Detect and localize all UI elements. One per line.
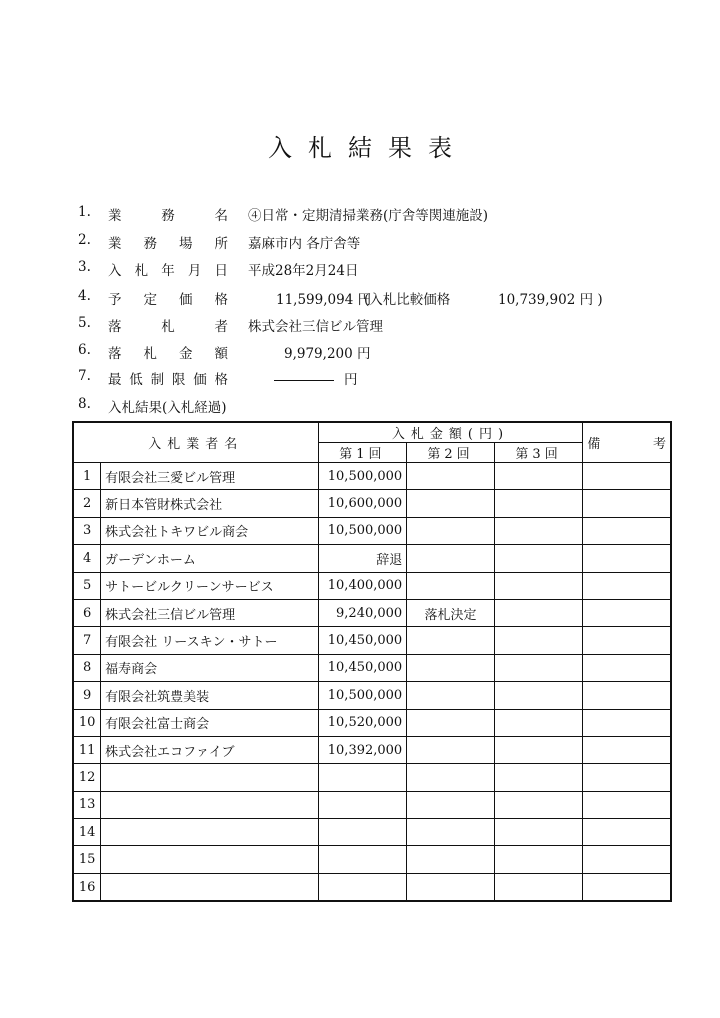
round-3-amount xyxy=(494,791,583,818)
bidder-name: 株式会社トキワビル商会 xyxy=(101,517,318,544)
note-cell xyxy=(583,490,671,517)
table-row xyxy=(73,709,671,736)
row-number: 3 xyxy=(73,517,101,544)
round-1-amount: 10,450,000 xyxy=(318,654,407,681)
row-number: 16 xyxy=(73,873,101,901)
header-note-char: 備 xyxy=(587,437,601,452)
info-value: 円 xyxy=(274,368,358,388)
round-2-amount xyxy=(407,654,495,681)
table-row xyxy=(73,545,671,572)
round-2-amount xyxy=(407,791,495,818)
header-note-label xyxy=(587,433,666,452)
row-number: 13 xyxy=(73,791,101,818)
table-row xyxy=(73,873,671,901)
header-bidder xyxy=(73,422,318,463)
info-label xyxy=(108,259,228,279)
round-1-amount xyxy=(318,791,407,818)
bid-results-table xyxy=(72,421,672,902)
round-2-amount xyxy=(407,682,495,709)
table-row xyxy=(73,599,671,626)
note-cell xyxy=(583,791,671,818)
row-number: 4 xyxy=(73,545,101,572)
table-row xyxy=(73,627,671,654)
note-cell xyxy=(583,545,671,572)
header-round-2: 第2回 xyxy=(407,443,495,463)
round-1-amount: 10,400,000 xyxy=(318,572,407,599)
bidder-name: ガーデンホーム xyxy=(101,545,318,572)
table-row xyxy=(73,736,671,763)
info-label-char: 所 xyxy=(214,236,228,252)
round-1-amount xyxy=(318,873,407,901)
info-label-char: 落 xyxy=(108,346,122,362)
row-number: 11 xyxy=(73,736,101,763)
info-value: 11,599,094 円 xyxy=(276,292,372,308)
row-number: 7 xyxy=(73,627,101,654)
info-label-char: 額 xyxy=(214,346,228,362)
round-2-amount xyxy=(407,819,495,846)
table-row xyxy=(73,654,671,681)
info-value: 9,979,200 円 xyxy=(284,346,371,362)
comparison-price-value: 10,739,902 円 ) xyxy=(498,292,603,308)
info-label-char: 年 xyxy=(161,263,175,279)
bidder-name: 有限会社富士商会 xyxy=(101,709,318,736)
info-label-char: 日 xyxy=(214,263,228,279)
info-label-char: 者 xyxy=(214,319,228,335)
note-cell xyxy=(583,463,671,490)
round-3-amount xyxy=(494,490,583,517)
row-number: 10 xyxy=(73,709,101,736)
info-label-char: 札 xyxy=(161,319,175,335)
info-label-char: 予 xyxy=(108,292,122,308)
dash-line xyxy=(274,380,334,381)
round-1-amount: 10,392,000 xyxy=(318,736,407,763)
info-label-char: 定 xyxy=(143,292,157,308)
row-number: 5 xyxy=(73,572,101,599)
table-row xyxy=(73,572,671,599)
info-label-char: 格 xyxy=(214,372,228,388)
info-label xyxy=(108,315,228,335)
round-3-amount xyxy=(494,599,583,626)
header-note-char: 考 xyxy=(652,437,666,452)
info-label-char: 限 xyxy=(171,372,186,388)
round-1-amount: 辞退 xyxy=(318,545,407,572)
table-row xyxy=(73,490,671,517)
info-label xyxy=(108,368,228,388)
row-number: 1 xyxy=(73,463,101,490)
row-number: 14 xyxy=(73,819,101,846)
round-2-amount xyxy=(407,846,495,873)
info-label-char: 制 xyxy=(150,372,165,388)
round-2-amount xyxy=(407,764,495,791)
header-round-1: 第1回 xyxy=(318,443,407,463)
round-3-amount xyxy=(494,463,583,490)
note-cell xyxy=(583,764,671,791)
header-amount-label: 入札金額(円) xyxy=(391,427,510,442)
round-2-amount xyxy=(407,627,495,654)
table-row xyxy=(73,463,671,490)
round-3-amount xyxy=(494,682,583,709)
round-3-amount xyxy=(494,545,583,572)
round-2-amount xyxy=(407,709,495,736)
info-number: 2. xyxy=(78,232,91,248)
info-label-char: 業 xyxy=(108,208,122,224)
bidder-name: 福寿商会 xyxy=(101,654,318,681)
note-cell xyxy=(583,819,671,846)
page-title: 入札結果表 xyxy=(268,134,468,162)
row-number: 6 xyxy=(73,599,101,626)
note-cell xyxy=(583,873,671,901)
info-label xyxy=(108,204,228,224)
info-value: 嘉麻市内 各庁舎等 xyxy=(248,236,361,252)
info-label-char: 金 xyxy=(179,346,193,362)
row-number: 8 xyxy=(73,654,101,681)
info-value: 株式会社三信ビル管理 xyxy=(248,319,383,335)
round-1-amount xyxy=(318,819,407,846)
comparison-price-label: (入札比較価格 xyxy=(364,292,451,308)
round-2-amount: 落札決定 xyxy=(407,599,495,626)
note-cell xyxy=(583,682,671,709)
info-label-char: 務 xyxy=(143,236,157,252)
round-2-amount xyxy=(407,873,495,901)
bidder-name xyxy=(101,873,318,901)
table-row xyxy=(73,791,671,818)
info-label-char: 価 xyxy=(179,292,193,308)
table-row xyxy=(73,517,671,544)
note-cell xyxy=(583,654,671,681)
table-row xyxy=(73,819,671,846)
round-3-amount xyxy=(494,764,583,791)
info-label-char: 場 xyxy=(179,236,193,252)
note-cell xyxy=(583,517,671,544)
note-cell xyxy=(583,846,671,873)
round-1-amount xyxy=(318,764,407,791)
info-number: 3. xyxy=(78,259,91,275)
round-2-amount xyxy=(407,545,495,572)
info-label-char: 価 xyxy=(193,372,207,388)
info-label-char: 名 xyxy=(214,208,228,224)
info-label-char: 低 xyxy=(129,372,143,388)
info-label-char: 月 xyxy=(187,263,202,279)
bidder-name: 有限会社三愛ビル管理 xyxy=(101,463,318,490)
round-3-amount xyxy=(494,819,583,846)
round-3-amount xyxy=(494,709,583,736)
round-2-amount xyxy=(407,517,495,544)
bidder-name: 株式会社三信ビル管理 xyxy=(101,599,318,626)
bidder-name xyxy=(101,846,318,873)
round-3-amount xyxy=(494,517,583,544)
note-cell xyxy=(583,736,671,763)
row-number: 2 xyxy=(73,490,101,517)
round-3-amount xyxy=(494,736,583,763)
info-label-char: 業 xyxy=(108,236,122,252)
bidder-name xyxy=(101,819,318,846)
round-2-amount xyxy=(407,736,495,763)
header-bidder-label: 入札業者名 xyxy=(148,437,244,452)
info-number: 4. xyxy=(78,288,91,304)
info-value: 平成28年2月24日 xyxy=(248,263,359,279)
header-amount xyxy=(318,422,583,443)
info-label-char: 札 xyxy=(134,263,149,279)
bidder-name xyxy=(101,791,318,818)
round-3-amount xyxy=(494,846,583,873)
info-label xyxy=(108,232,228,252)
info-value: ④日常・定期清掃業務(庁舎等関連施設) xyxy=(248,208,489,224)
note-cell xyxy=(583,709,671,736)
round-3-amount xyxy=(494,873,583,901)
bidder-name: 有限会社 リースキン・サトー xyxy=(101,627,318,654)
table-row xyxy=(73,764,671,791)
note-cell xyxy=(583,572,671,599)
info-label-char: 務 xyxy=(161,208,175,224)
round-1-amount: 10,520,000 xyxy=(318,709,407,736)
round-1-amount: 10,600,000 xyxy=(318,490,407,517)
bidder-name: 株式会社エコファイブ xyxy=(101,736,318,763)
info-number: 6. xyxy=(78,342,91,358)
row-number: 12 xyxy=(73,764,101,791)
round-2-amount xyxy=(407,572,495,599)
row-number: 9 xyxy=(73,682,101,709)
info-label xyxy=(108,288,228,308)
info-number: 8. xyxy=(78,396,91,412)
info-number: 5. xyxy=(78,315,91,331)
bidder-name xyxy=(101,764,318,791)
round-3-amount xyxy=(494,572,583,599)
table-row xyxy=(73,846,671,873)
info-label-char: 入 xyxy=(108,263,122,279)
round-1-amount: 10,450,000 xyxy=(318,627,407,654)
round-1-amount xyxy=(318,846,407,873)
bidder-name: サトービルクリーンサービス xyxy=(101,572,318,599)
info-label-char: 落 xyxy=(108,319,122,335)
info-label-char: 格 xyxy=(214,292,228,308)
info-label xyxy=(108,342,228,362)
info-number: 1. xyxy=(78,204,91,220)
info-label-char: 最 xyxy=(108,372,122,388)
row-number: 15 xyxy=(73,846,101,873)
round-1-amount: 10,500,000 xyxy=(318,463,407,490)
table-row xyxy=(73,682,671,709)
header-note xyxy=(583,422,671,463)
info-number: 7. xyxy=(78,368,91,384)
bid-rows xyxy=(73,463,671,902)
header-round-3: 第3回 xyxy=(494,443,583,463)
round-2-amount xyxy=(407,463,495,490)
round-3-amount xyxy=(494,627,583,654)
bidder-name: 有限会社筑豊美装 xyxy=(101,682,318,709)
round-3-amount xyxy=(494,654,583,681)
note-cell xyxy=(583,599,671,626)
info-label-char: 札 xyxy=(143,346,157,362)
round-1-amount: 10,500,000 xyxy=(318,517,407,544)
bidder-name: 新日本管財株式会社 xyxy=(101,490,318,517)
note-cell xyxy=(583,627,671,654)
round-1-amount: 9,240,000 xyxy=(318,599,407,626)
round-2-amount xyxy=(407,490,495,517)
info-label: 入札結果(入札経過) xyxy=(108,400,227,416)
round-1-amount: 10,500,000 xyxy=(318,682,407,709)
